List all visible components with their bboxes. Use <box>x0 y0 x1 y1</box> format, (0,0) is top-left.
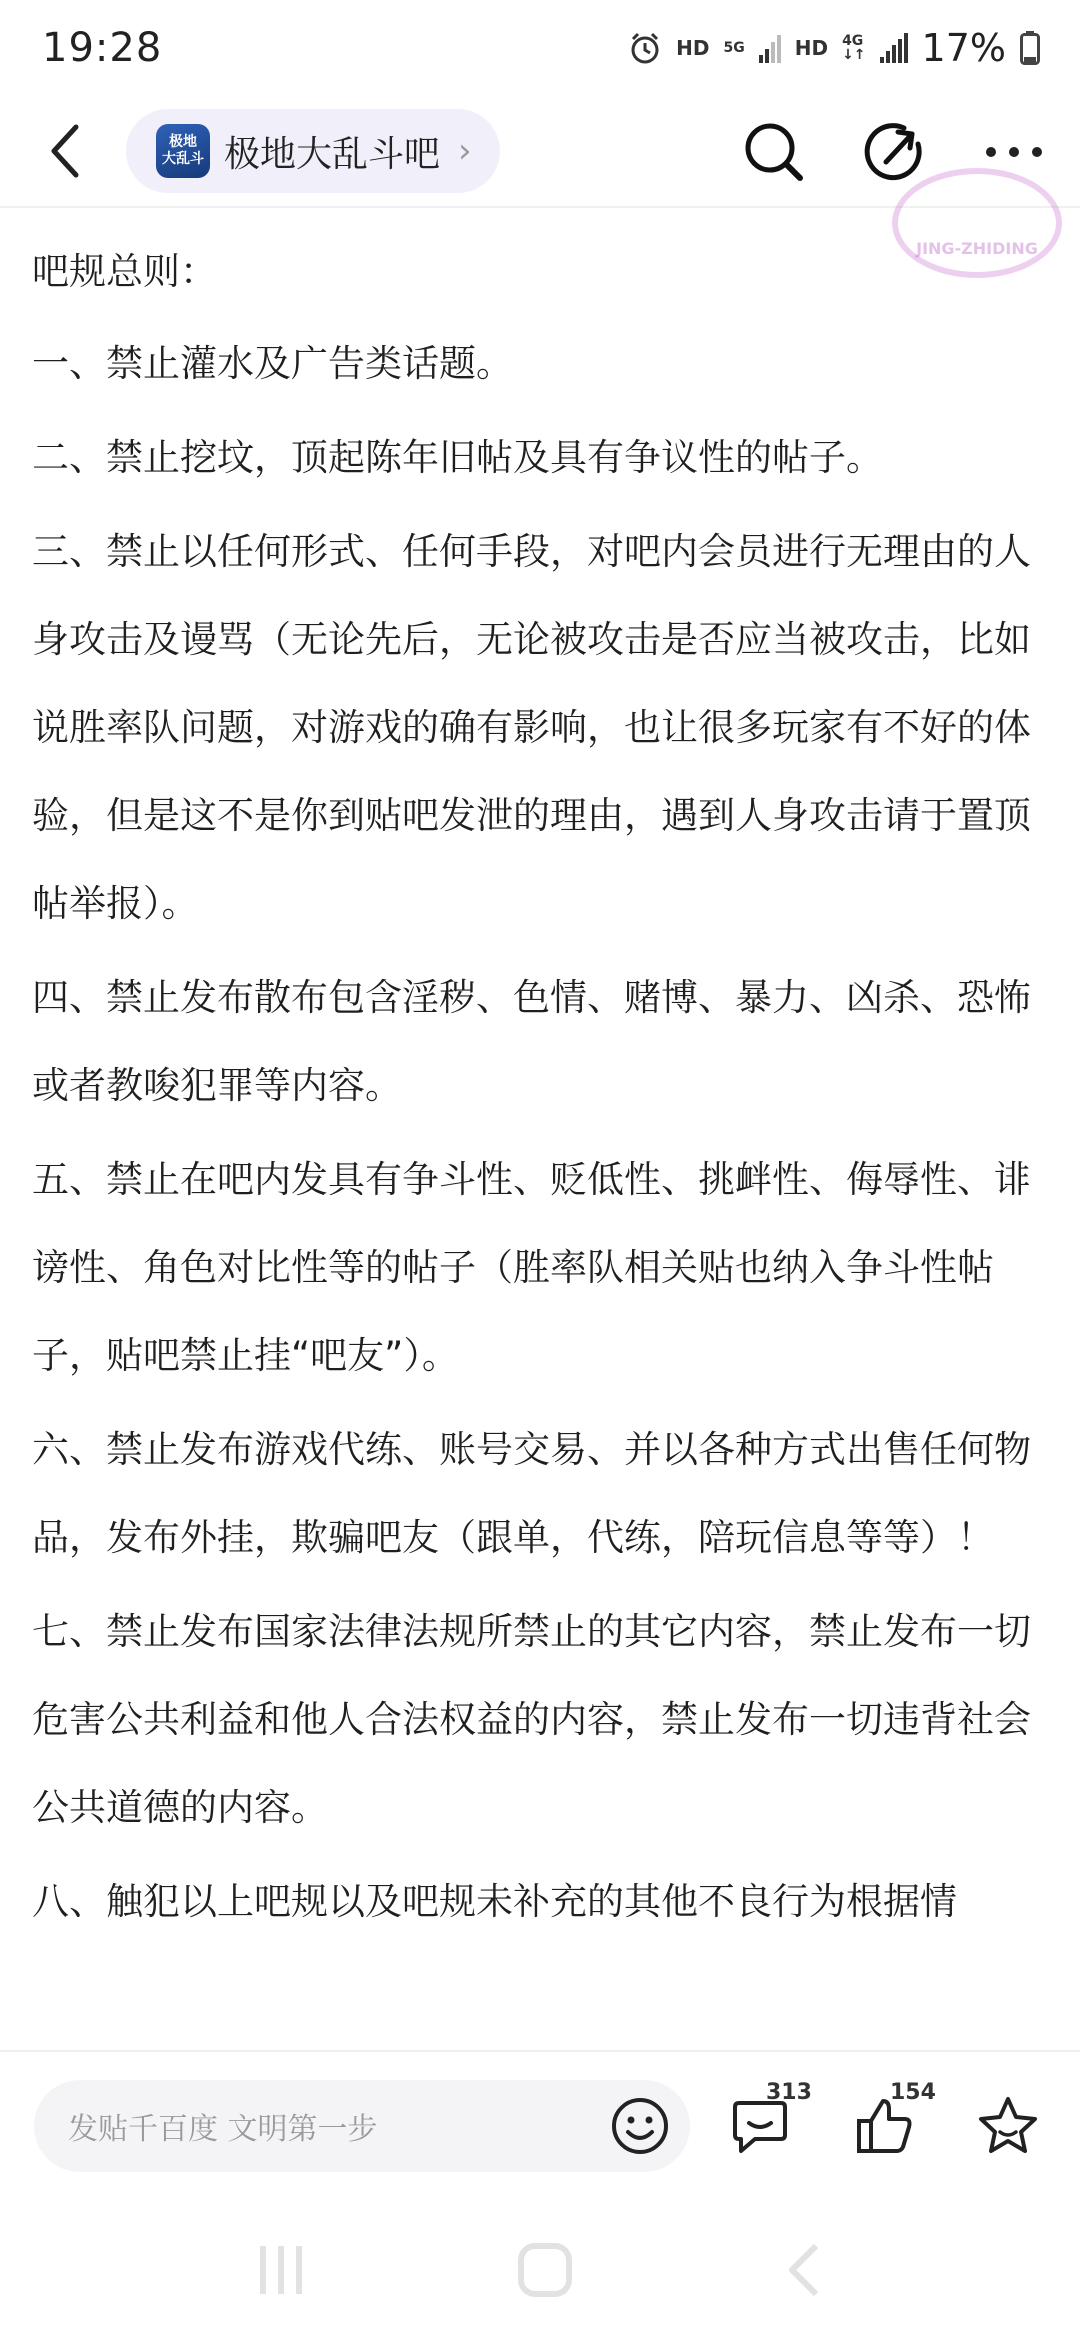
back-button[interactable] <box>36 121 96 181</box>
like-count: 154 <box>890 2080 936 2105</box>
post-paragraph: 吧规总则： <box>32 250 217 293</box>
forum-entry-button[interactable] <box>126 109 500 193</box>
search-icon <box>742 120 806 184</box>
like-button[interactable] <box>844 2080 936 2166</box>
search-button[interactable] <box>738 116 810 188</box>
post-paragraph: 八、触犯以上吧规以及吧规未补充的其他不良行为根据情 <box>32 1880 957 1923</box>
hd-label-1: HD <box>676 36 710 60</box>
alarm-icon <box>628 31 662 65</box>
forum-logo: 极地 大乱斗 <box>156 124 210 178</box>
star-icon <box>976 2094 1040 2158</box>
post-paragraph: 三、禁止以任何形式、任何手段，对吧内会员进行无理由的人身攻击及谩骂（无论先后，无论被攻击是否应当被攻击，比如说胜率队问题，对游戏的确有影响，也让很多玩家有不好的体验，但是这不是你到贴吧发泄的理由，遇到人身攻击请于置顶帖举报）。 <box>32 530 1031 925</box>
post-paragraph: 七、禁止发布国家法律法规所禁止的其它内容，禁止发布一切危害公共利益和他人合法权益的内容，禁止发布一切违背社会公共道德的内容。 <box>32 1610 1031 1829</box>
back-nav-icon[interactable] <box>784 2242 824 2298</box>
network-4g: 4G ↓↑ <box>842 33 866 63</box>
status-bar <box>0 0 1080 96</box>
recent-apps-icon[interactable] <box>256 2242 306 2298</box>
featured-stamp: JING-ZHIDING <box>892 168 1062 278</box>
more-icon <box>984 145 1044 159</box>
signal-icon-2 <box>880 33 908 63</box>
comment-count: 313 <box>766 2080 812 2105</box>
hd-label-2: HD <box>794 36 829 60</box>
post-paragraph: 二、禁止挖坟，顶起陈年旧帖及具有争议性的帖子。 <box>32 436 883 479</box>
network-5g: 5G <box>723 40 745 56</box>
chevron-right-icon: › <box>458 131 472 171</box>
comment-input[interactable] <box>34 2080 690 2172</box>
favorite-button[interactable] <box>968 2086 1048 2166</box>
forum-name: 极地大乱斗吧 <box>224 133 441 175</box>
status-icons <box>628 26 1040 70</box>
battery-icon <box>1020 31 1040 65</box>
post-content <box>32 228 1042 1952</box>
emoji-icon[interactable] <box>610 2096 670 2156</box>
battery-percent: 17% <box>921 26 1006 70</box>
share-button[interactable] <box>858 116 930 188</box>
share-icon <box>864 122 924 182</box>
post-paragraph: 四、禁止发布散布包含淫秽、色情、赌博、暴力、凶杀、恐怖或者教唆犯罪等内容。 <box>32 976 1031 1107</box>
status-time: 19:28 <box>42 25 163 71</box>
post-paragraph: 五、禁止在吧内发具有争斗性、贬低性、挑衅性、侮辱性、诽谤性、角色对比性等的帖子（胜率队相关贴也纳入争斗性帖子，贴吧禁止挂“吧友”）。 <box>32 1158 1031 1377</box>
post-paragraph: 六、禁止发布游戏代练、账号交易、并以各种方式出售任何物品，发布外挂，欺骗吧友（跟单，代练，陪玩信息等等）！ <box>32 1428 1031 1559</box>
bottom-action-bar <box>0 2050 1080 2200</box>
system-nav-bar <box>0 2200 1080 2340</box>
post-paragraph: 一、禁止灌水及广告类话题。 <box>32 342 513 385</box>
home-icon[interactable] <box>517 2242 573 2298</box>
comment-placeholder: 发贴千百度 文明第一步 <box>68 2112 378 2147</box>
comment-button[interactable] <box>720 2080 812 2166</box>
back-arrow-icon <box>46 123 86 179</box>
signal-icon <box>759 33 781 63</box>
